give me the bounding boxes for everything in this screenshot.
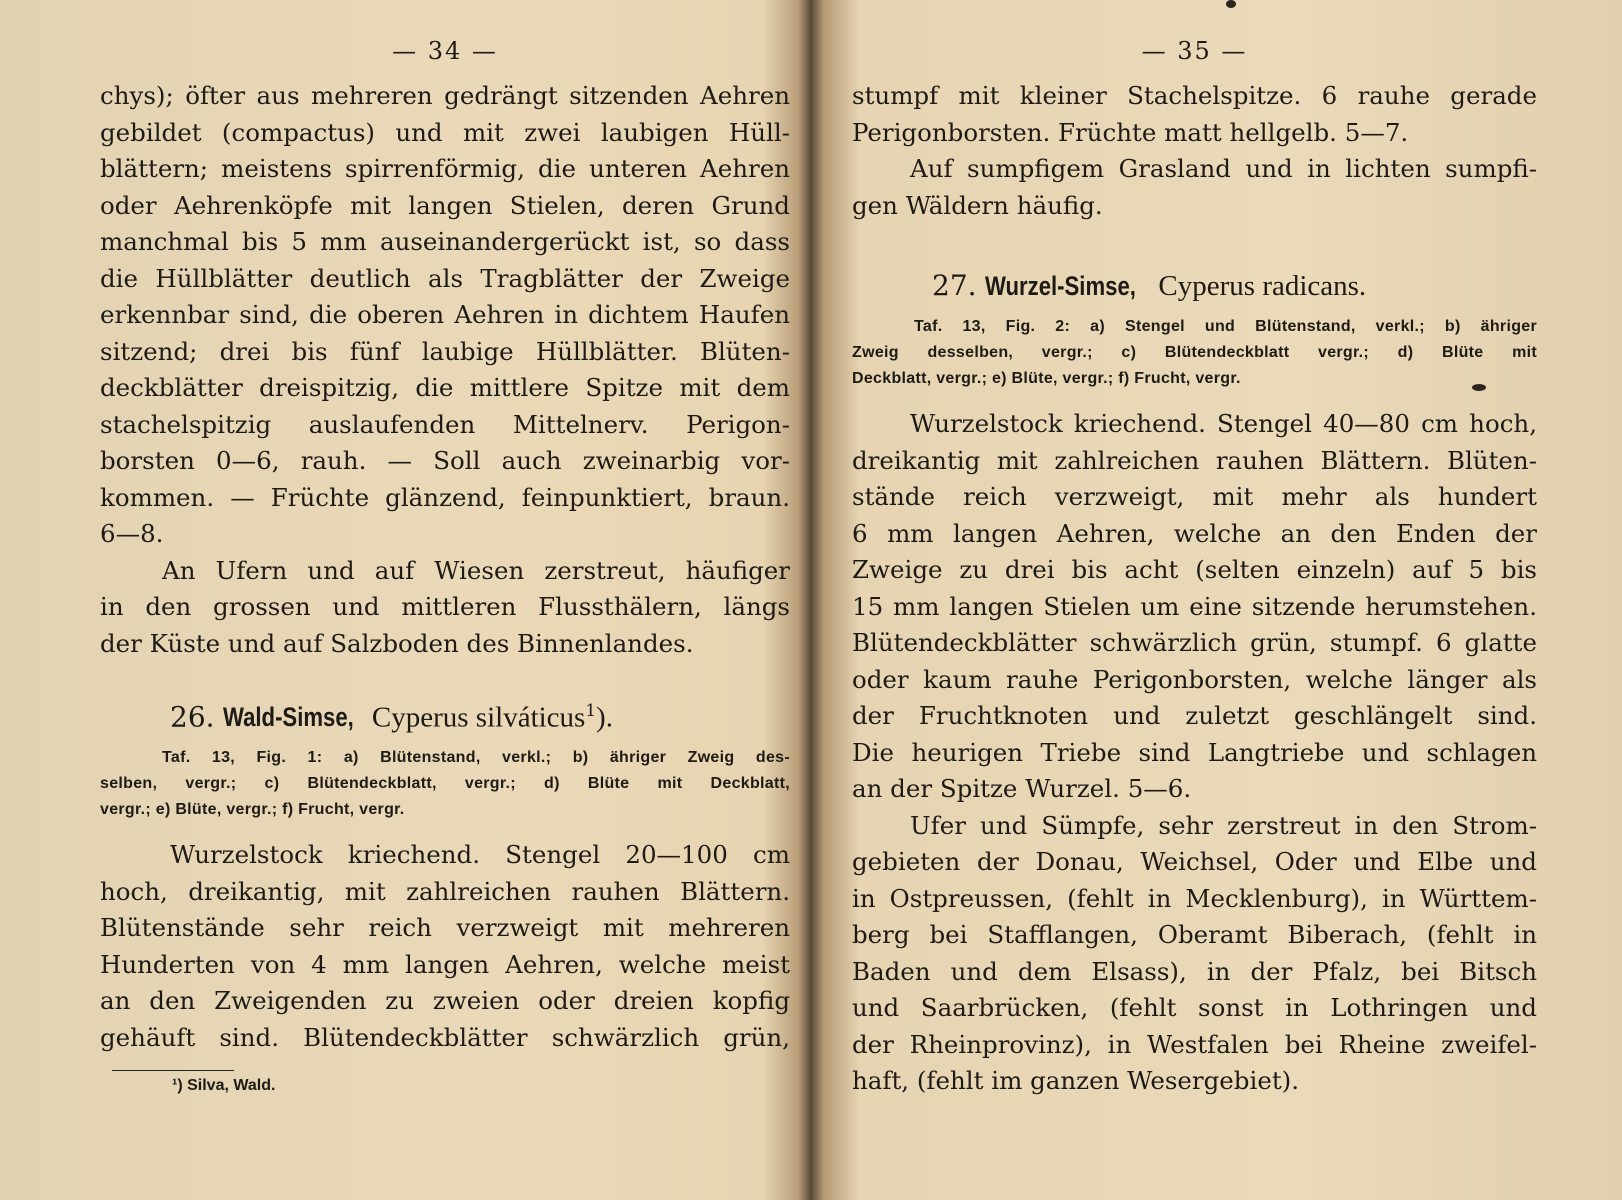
footnote: ¹) Silva, Wald. xyxy=(172,1077,276,1095)
text-line: deckblätter dreispitzig, die mittlere Spitze mit dem xyxy=(100,373,790,402)
left-page xyxy=(0,0,800,1200)
text-line: der Fruchtknoten und zuletzt geschlängelt sind. xyxy=(852,701,1537,730)
paragraph xyxy=(852,808,1537,1100)
text-line: oder kaum rauhe Perigonborsten, welche länger als xyxy=(852,664,1537,694)
text-line: Auf sumpfigem Grasland und in lichten sumpfi- xyxy=(910,154,1537,183)
species-name: Wurzel-Simse, xyxy=(985,271,1137,301)
text-line: Blütenstände sehr reich verzweigt mit mehreren xyxy=(100,913,790,943)
paragraph xyxy=(852,78,1537,151)
species-number: 26. xyxy=(170,700,215,734)
text-line: berg bei Stafflangen, Oberamt Biberach, (fehlt in xyxy=(852,920,1537,949)
paragraph xyxy=(100,837,790,1056)
page-number: — 35 — xyxy=(1141,37,1248,65)
plate-line: Taf. 13, Fig. 1: a) Blütenstand, verkl.; b) ähriger Zweig des- xyxy=(162,749,790,767)
text-line: haft, (fehlt im ganzen Wesergebiet). xyxy=(852,1066,1300,1095)
plate-line: Deckblatt, vergr.; e) Blüte, vergr.; f) Frucht, vergr. xyxy=(852,370,1241,387)
text-line: borsten 0—6, rauh. — Soll auch zweinarbig vor- xyxy=(100,446,790,475)
text-line: in Ostpreussen, (fehlt in Mecklenburg), in Württem- xyxy=(852,883,1537,913)
paragraph xyxy=(100,553,790,663)
text-line: Wurzelstock kriechend. Stengel 40—80 cm hoch, xyxy=(910,409,1537,438)
footnote-rule xyxy=(112,1070,234,1071)
text-line: die Hüllblätter deutlich als Tragblätter der Zweige xyxy=(100,263,790,293)
text-line: der Rheinprovinz), in Westfalen bei Rheine zweifel- xyxy=(852,1029,1537,1059)
page-number: — 34 — xyxy=(392,37,498,65)
body-text xyxy=(100,837,790,1056)
paragraph xyxy=(100,78,790,553)
plate-line: selben, vergr.; c) Blütendeckblatt, vergr.; d) Blüte mit Deckblatt, xyxy=(100,775,790,793)
text-line: Zweige zu drei bis acht (selten einzeln) auf 5 bis xyxy=(852,555,1537,584)
species-heading xyxy=(100,690,790,737)
heading-close: ). xyxy=(596,701,613,734)
text-line: Die heurigen Triebe sind Langtriebe und schlagen xyxy=(852,737,1537,767)
text-line: stände reich verzweigt, mit mehr als hundert xyxy=(852,482,1537,511)
ink-speck xyxy=(1472,384,1486,391)
text-line: an den Zweigenden zu zweien oder dreien kopfig xyxy=(100,986,790,1016)
footnote-mark: 1 xyxy=(585,700,597,720)
text-line: gen Wäldern häufig. xyxy=(852,190,1103,220)
plate-line: Taf. 13, Fig. 2: a) Stengel und Blütenstand, verkl.; b) ähriger xyxy=(914,318,1537,335)
text-line: Baden und dem Elsass), in der Pfalz, bei Bitsch xyxy=(852,956,1537,986)
right-page xyxy=(822,0,1622,1200)
body-text xyxy=(852,406,1537,1100)
plate-reference xyxy=(100,745,790,823)
ink-speck xyxy=(1226,0,1236,8)
plate-line: vergr.; e) Blüte, vergr.; f) Frucht, vergr. xyxy=(100,801,405,819)
species-number: 27. xyxy=(932,269,977,302)
text-line: dreikantig mit zahlreichen rauhen Blättern. Blüten- xyxy=(852,445,1537,475)
species-name: Wald-Simse, xyxy=(223,702,355,733)
text-line: gebieten der Donau, Weichsel, Oder und Elbe und xyxy=(852,847,1537,876)
text-line: der Küste und auf Salzboden des Binnenlandes. xyxy=(100,628,694,658)
species-heading xyxy=(852,266,1537,306)
text-line: gehäuft sind. Blütendeckblätter schwärzlich grün, xyxy=(100,1022,790,1052)
text-line: 6 mm langen Aehren, welche an den Enden der xyxy=(852,518,1537,548)
paragraph xyxy=(852,151,1537,224)
text-line: stumpf mit kleiner Stachelspitze. 6 rauhe gerade xyxy=(852,81,1537,110)
text-line: in den grossen und mittleren Flussthälern, längs xyxy=(100,592,790,621)
text-line: kommen. — Früchte glänzend, feinpunktiert, braun. xyxy=(100,482,790,512)
text-line: Hunderten von 4 mm langen Aehren, welche meist xyxy=(100,949,790,979)
plate-line: Zweig desselben, vergr.; c) Blütendeckblatt vergr.; d) Blüte mit xyxy=(852,344,1537,361)
body-text xyxy=(100,78,790,662)
text-line: 6—8. xyxy=(100,519,164,548)
text-line: an der Spitze Wurzel. 5—6. xyxy=(852,774,1192,803)
plate-reference xyxy=(852,314,1537,392)
species-latin-name: Cyperus silváticus xyxy=(371,701,586,734)
text-line: blättern; meistens spirrenförmig, die unteren Aehren xyxy=(100,154,790,183)
text-line: Perigonborsten. Früchte matt hellgelb. 5—7. xyxy=(852,117,1409,147)
text-line: Ufer und Sümpfe, sehr zerstreut in den Strom- xyxy=(910,810,1537,840)
paragraph xyxy=(852,406,1537,808)
text-line: sitzend; drei bis fünf laubige Hüllblätter. Blüten- xyxy=(100,336,790,366)
text-line: und Saarbrücken, (fehlt sonst in Lothringen und xyxy=(852,993,1537,1022)
text-line: Wurzelstock kriechend. Stengel 20—100 cm xyxy=(170,840,790,870)
text-line: manchmal bis 5 mm auseinandergerückt ist, so dass xyxy=(100,227,790,256)
body-text xyxy=(852,78,1537,224)
text-line: stachelspitzig auslaufenden Mittelnerv. Perigon- xyxy=(100,409,790,439)
text-line: chys); öfter aus mehreren gedrängt sitzenden Aehren xyxy=(100,81,790,110)
text-line: Blütendeckblätter schwärzlich grün, stumpf. 6 glatte xyxy=(852,628,1537,657)
species-latin-name: Cyperus radicans. xyxy=(1158,270,1367,302)
text-line: erkennbar sind, die oberen Aehren in dichtem Haufen xyxy=(100,300,790,329)
text-line: gebildet (compactus) und mit zwei laubigen Hüll- xyxy=(100,117,790,147)
text-line: An Ufern und auf Wiesen zerstreut, häufiger xyxy=(162,555,790,585)
text-line: 15 mm langen Stielen um eine sitzende herumstehen. xyxy=(852,591,1537,621)
text-line: oder Aehrenköpfe mit langen Stielen, deren Grund xyxy=(100,190,790,220)
text-line: hoch, dreikantig, mit zahlreichen rauhen Blättern. xyxy=(100,876,790,906)
